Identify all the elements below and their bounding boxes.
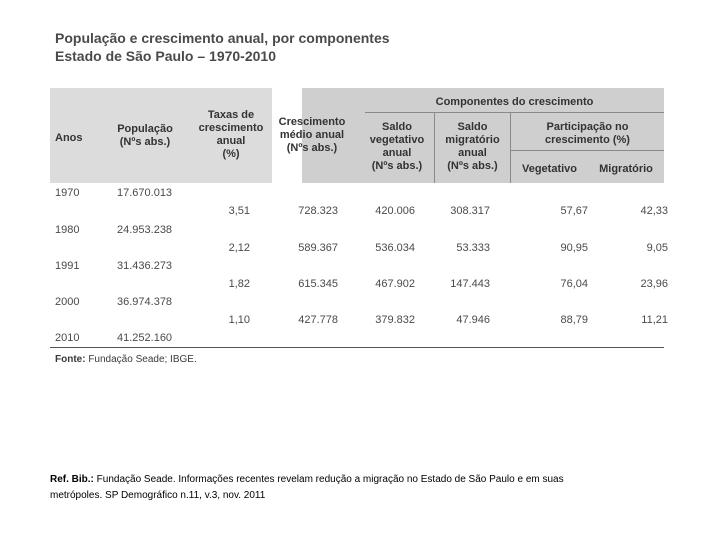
part-migratorio-cell: 42,33 xyxy=(640,205,668,217)
part-migratorio-cell: 23,96 xyxy=(640,278,668,290)
migratorio-cell: 308.317 xyxy=(450,205,490,217)
taxa-cell: 1,10 xyxy=(228,314,250,326)
year-cell: 2010 xyxy=(55,332,80,344)
part-vegetativo-cell: 76,04 xyxy=(560,278,588,290)
vegetativo-cell: 467.902 xyxy=(375,278,415,290)
header-vegetativo: Vegetativo xyxy=(521,163,578,175)
source-note: Fonte: Fundação Seade; IBGE. xyxy=(55,354,197,365)
year-cell: 1970 xyxy=(55,187,80,199)
population-cell: 31.436.273 xyxy=(117,260,173,272)
part-vegetativo-cell: 90,95 xyxy=(560,242,588,254)
header-migratorio: Migratório xyxy=(599,163,653,175)
migratorio-cell: 53.333 xyxy=(456,242,490,254)
header-participacao: Participação no crescimento (%) xyxy=(545,121,630,146)
vegetativo-cell: 420.006 xyxy=(375,205,415,217)
part-migratorio-cell: 11,21 xyxy=(641,314,668,326)
taxa-cell: 1,82 xyxy=(228,278,250,290)
medio-cell: 615.345 xyxy=(298,278,338,290)
medio-cell: 427.778 xyxy=(298,314,338,326)
year-cell: 1991 xyxy=(55,260,80,272)
medio-cell: 728.323 xyxy=(298,205,338,217)
taxa-cell: 3,51 xyxy=(228,205,250,217)
population-cell: 17.670.013 xyxy=(117,187,173,199)
year-cell: 2000 xyxy=(55,296,80,308)
part-vegetativo-cell: 88,79 xyxy=(560,314,588,326)
bibliographic-reference: Ref. Bib.: Fundação Seade. Informações recentes revelam redução a migração no Estado de São Paulo e em suas metrópoles. SP Demográfico n.11, v.3, nov. 2011 xyxy=(50,474,564,501)
part-vegetativo-cell: 57,67 xyxy=(560,205,588,217)
vegetativo-cell: 536.034 xyxy=(375,242,415,254)
table-bottom-rule xyxy=(50,347,664,348)
components-rule xyxy=(365,112,664,113)
population-cell: 41.252.160 xyxy=(117,332,173,344)
migratorio-cell: 147.443 xyxy=(450,278,490,290)
header-anos: Anos xyxy=(55,132,83,144)
population-cell: 24.953.238 xyxy=(117,224,173,236)
header-saldo-migratorio: Saldo migratório anual (Nºs abs.) xyxy=(445,121,500,172)
medio-cell: 589.367 xyxy=(298,242,338,254)
vegetativo-cell: 379.832 xyxy=(375,314,415,326)
header-taxas: Taxas de crescimento anual (%) xyxy=(198,109,264,160)
table-subtitle: Estado de São Paulo – 1970-2010 xyxy=(55,48,276,64)
header-saldo-vegetativo: Saldo vegetativo anual (Nºs abs.) xyxy=(369,121,425,172)
taxa-cell: 2,12 xyxy=(228,242,250,254)
year-cell: 1980 xyxy=(55,224,80,236)
header-crescimento-medio: Crescimento médio anual (Nºs abs.) xyxy=(278,116,346,154)
header-populacao: População (Nºs abs.) xyxy=(117,123,173,148)
population-cell: 36.974.378 xyxy=(117,296,173,308)
header-componentes: Componentes do crescimento xyxy=(435,96,594,108)
part-migratorio-cell: 9,05 xyxy=(646,242,668,254)
table-title: População e crescimento anual, por componentes xyxy=(55,30,390,46)
participation-rule xyxy=(510,150,664,151)
migratorio-cell: 47.946 xyxy=(456,314,490,326)
